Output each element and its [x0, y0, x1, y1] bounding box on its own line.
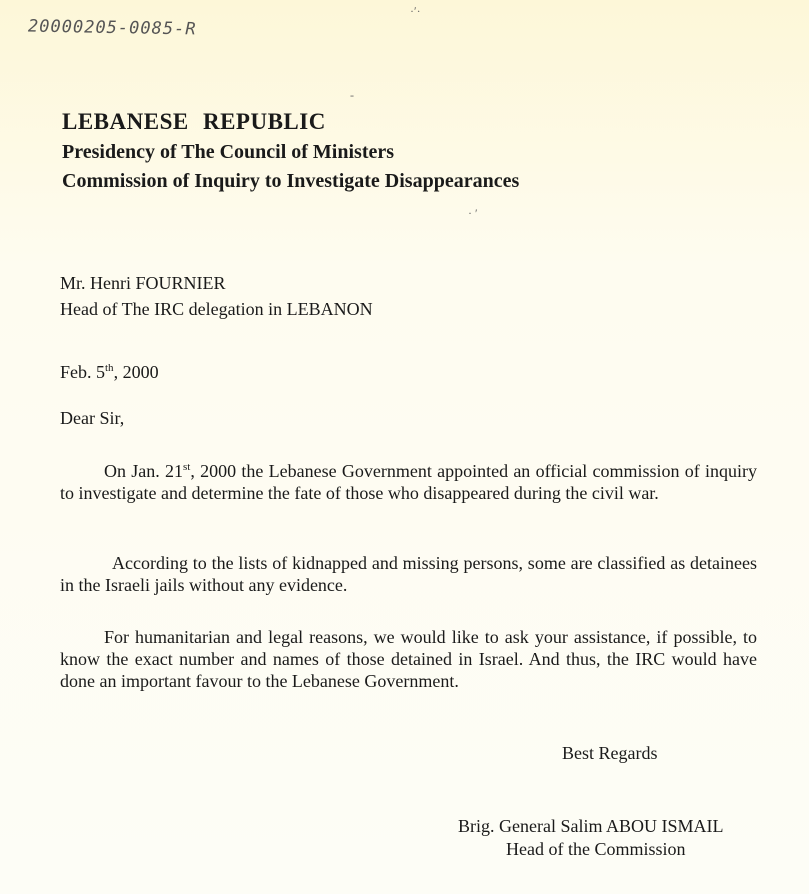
p1-start: On Jan. 21: [104, 461, 184, 481]
handwritten-reference: 20000205-0085-R: [27, 16, 197, 40]
date-year: , 2000: [113, 362, 159, 382]
signatory-name: Brig. General Salim ABOU ISMAIL: [458, 816, 724, 836]
salutation: Dear Sir,: [60, 408, 125, 428]
letterhead-country: LEBANESE REPUBLIC: [62, 109, 326, 134]
body-paragraph-1: [60, 456, 757, 504]
letterhead-office: Presidency of The Council of Ministers: [62, 141, 395, 163]
body-paragraph-3: For humanitarian and legal reasons, we would like to ask your assistance, if possible, to know the exact number and names of those detained in Israel. And thus, the IRC would have done an important favour to the Lebanese Government.: [60, 627, 757, 691]
p1-rest: , 2000 the Lebanese Government appointed an official commission of inquiry to investigate and determine the fate of those who disappeared during the civil war.: [60, 461, 757, 503]
signatory-title: Head of the Commission: [506, 839, 686, 859]
scan-mark: · ′: [468, 206, 478, 220]
scan-mark: -: [350, 88, 354, 102]
recipient-title: Head of The IRC delegation in LEBANON: [60, 299, 373, 319]
signature-block: [458, 815, 723, 861]
letter-date: [60, 362, 159, 383]
recipient-block: [60, 270, 373, 322]
body-paragraph-2: According to the lists of kidnapped and missing persons, some are classified as detainees in the Israeli jails without any evidence.: [60, 553, 757, 595]
date-prefix: Feb. 5: [60, 362, 105, 382]
scan-mark: ·ʹ·: [410, 4, 421, 18]
p1-ordinal: st: [183, 461, 191, 473]
closing: Best Regards: [562, 743, 658, 763]
date-ordinal: th: [105, 362, 114, 374]
letterhead-commission: Commission of Inquiry to Investigate Disappearances: [62, 170, 520, 192]
letterhead: [62, 106, 519, 196]
recipient-name: Mr. Henri FOURNIER: [60, 273, 226, 293]
